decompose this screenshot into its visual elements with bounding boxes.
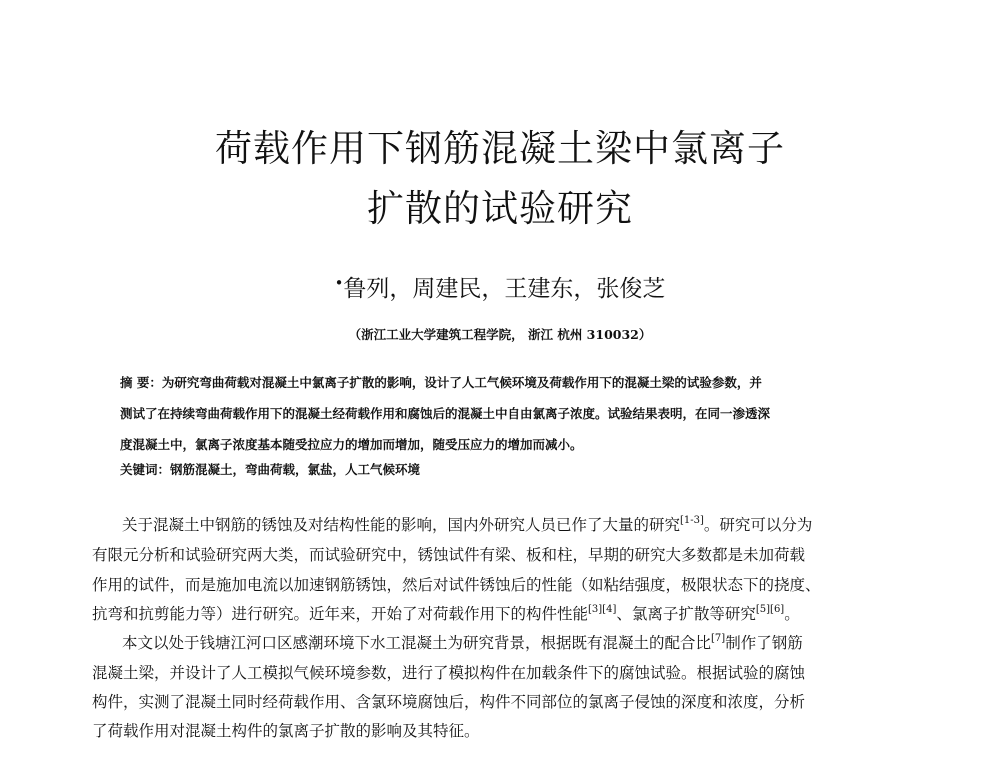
body-p1-line-3: 作用的试件，而是施加电流以加速钢筋锈蚀，然后对试件锈蚀后的性能（如粘结强度，极限状态下的挠度、	[92, 576, 821, 594]
keywords-text: 钢筋混凝土，弯曲荷载，氯盐，人工气候环境	[170, 462, 421, 477]
affiliation: （浙江工业大学建筑工程学院， 浙江 杭州 310032）	[348, 327, 652, 342]
body-p2-line-1	[122, 633, 922, 653]
body-text: 本文以处于钱塘江河口区感潮环境下水工混凝土为研究背景，根据既有混凝土的配合比	[122, 634, 712, 652]
body-text: 制作了钢筋	[725, 634, 803, 652]
abstract-text-1: 为研究弯曲荷载对混凝土中氯离子扩散的影响，设计了人工气候环境及荷载作用下的混凝土梁的试验参数，并	[161, 375, 762, 390]
author-list	[0, 270, 1000, 303]
body-text: 抗弯和抗剪能力等）进行研究。近年来，开始了对荷载作用下的构件性能	[92, 605, 589, 623]
body-text: 。研究可以分为	[703, 516, 813, 534]
body-p1-line-2: 有限元分析和试验研究两大类，而试验研究中，锈蚀试件有梁、板和柱，早期的研究大多数都是未加荷载	[92, 546, 806, 564]
abstract-line-2: 测试了在持续弯曲荷载作用下的混凝土经荷载作用和腐蚀后的混凝土中自由氯离子浓度。试验结果表明，在同一渗透深	[120, 406, 771, 421]
citation-ref: [5][6]	[755, 604, 785, 615]
keywords-label: 关键词：	[120, 462, 171, 477]
body-text: 、氯离子扩散等研究	[616, 605, 756, 623]
abstract-line-1	[120, 373, 920, 393]
citation-ref: [3][4]	[588, 604, 617, 615]
body-text: 。	[784, 605, 800, 623]
body-p2-line-3: 构件，实测了混凝土同时经荷载作用、含氯环境腐蚀后，构件不同部位的氯离子侵蚀的深度和浓度，分析	[92, 693, 806, 711]
keywords-line	[120, 460, 920, 480]
citation-ref: [1-3]	[680, 515, 704, 526]
abstract-line-3: 度混凝土中，氯离子浓度基本随受拉应力的增加而增加，随受压应力的增加而减小。	[120, 437, 583, 452]
paper-title-line-1: 荷载作用下钢筋混凝土梁中氯离子	[215, 127, 785, 170]
abstract-label: 摘 要：	[120, 375, 162, 390]
citation-ref: [7]	[711, 633, 726, 644]
author-mark: •	[334, 274, 344, 292]
body-p1-line-1	[122, 515, 922, 535]
body-p1-line-4	[92, 604, 922, 624]
body-p2-line-2: 混凝土梁，并设计了人工模拟气候环境参数，进行了模拟构件在加载条件下的腐蚀试验。根据试验的腐蚀	[92, 664, 806, 682]
body-text: 关于混凝土中钢筋的锈蚀及对结构性能的影响，国内外研究人员已作了大量的研究	[122, 516, 681, 534]
paper-title-line-2: 扩散的试验研究	[367, 187, 633, 230]
author-names: 鲁列，周建民，王建东，张俊芝	[343, 276, 666, 302]
body-p2-line-4: 了荷载作用对混凝土构件的氯离子扩散的影响及其特征。	[92, 722, 480, 740]
